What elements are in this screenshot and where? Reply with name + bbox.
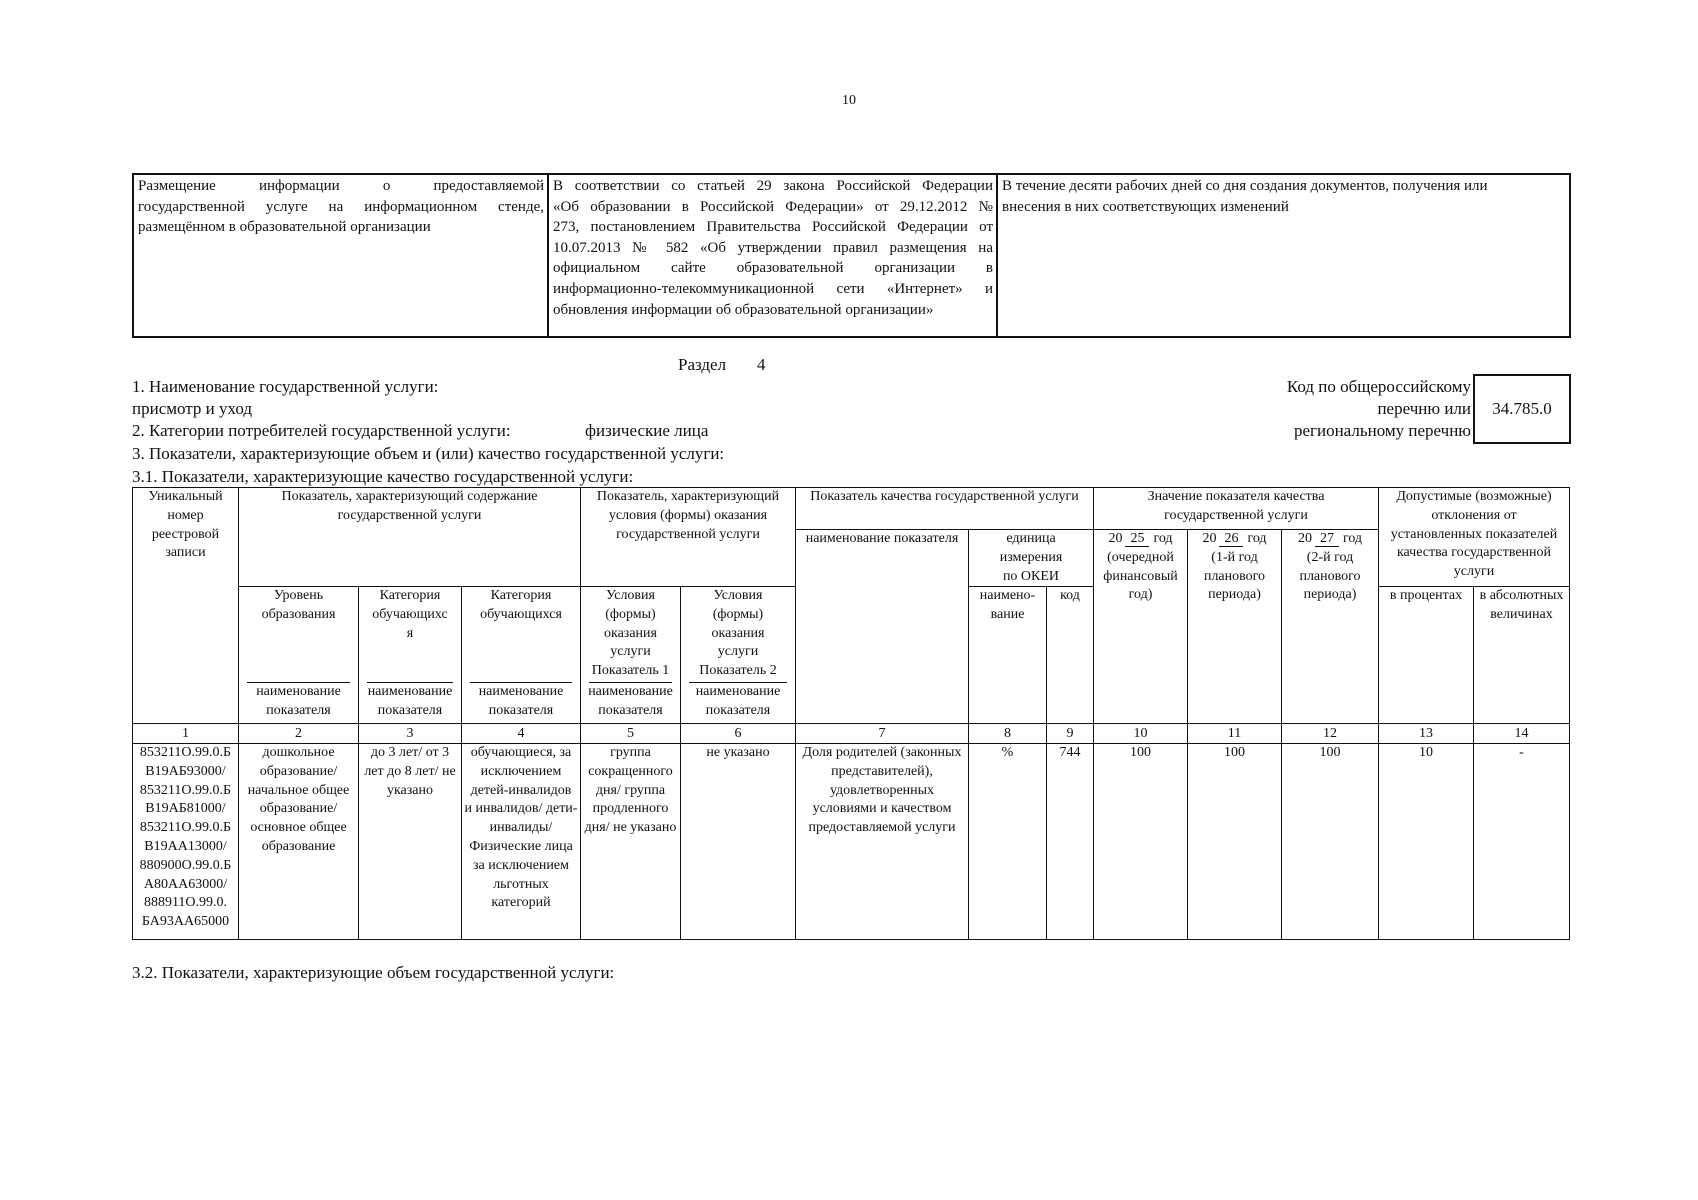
sub-indicator-title: Категория обучающихся <box>480 588 562 622</box>
text-line: 273, постановлением Правительства Российской Федерации от <box>553 219 993 236</box>
cell-condition-1: группа сокращенного дня/ группа продленного дня/ не указано <box>580 743 681 940</box>
text-line: государственной услуге на информационном стенде, <box>138 198 544 215</box>
info-frequency-cell <box>996 173 1571 338</box>
column-number: 11 <box>1187 723 1282 744</box>
header-unit-name: наимено- вание <box>968 586 1047 724</box>
column-number: 4 <box>461 723 581 744</box>
column-number: 10 <box>1093 723 1188 744</box>
sub-indicator-caption: наименование показателя <box>588 684 673 718</box>
header-condition-2 <box>680 586 796 724</box>
header-indicator-name: наименование показателя <box>795 529 969 724</box>
year-line <box>1189 530 1280 549</box>
sub-indicator-title: Условия (формы) оказания услуги Показатель 2 <box>699 588 777 679</box>
info-method-cell <box>132 173 549 338</box>
text-line: «Об образовании в Российской Федерации» от 29.12.2012 № <box>553 198 993 215</box>
cell-registry-number: 853211О.99.0.Б В19АБ93000/ 853211О.99.0.Б В19АБ81000/ 853211О.99.0.Б В19АА13000/ 880900О.99.0.Б А80АА63000/ 888911О.99.0. БА93АА65000 <box>132 743 239 940</box>
registry-code-label: региональному перечню <box>1293 421 1471 440</box>
text-line: В соответствии со статьей 29 закона Российской Федерации <box>553 178 993 194</box>
header-content-group: Показатель, характеризующий содержание государственной услуги <box>238 487 581 587</box>
column-number: 9 <box>1046 723 1094 744</box>
column-number: 12 <box>1281 723 1379 744</box>
sub-indicator-title: Условия (формы) оказания услуги Показатель 1 <box>591 588 670 679</box>
header-unit-code: код <box>1046 586 1094 724</box>
cell-value-2027: 100 <box>1281 743 1379 940</box>
column-number: 2 <box>238 723 359 744</box>
service-name-label: 1. Наименование государственной услуги: <box>132 377 439 396</box>
header-condition-1 <box>580 586 681 724</box>
year-period: (очередной финансовый год) <box>1103 549 1178 603</box>
text-line: информационно-телекоммуникационной сети «Интернет» и <box>553 280 993 297</box>
page-number: 10 <box>842 93 856 108</box>
text-line: 10.07.2013 № 582 «Об утверждении правил размещения на <box>553 239 993 256</box>
text-line: В течение десяти рабочих дней со дня создания документов, получения или <box>1002 178 1488 194</box>
cell-indicator-name: Доля родителей (законных представителей), удовлетворенных условиями и качеством предоставляемой услуги <box>795 743 969 940</box>
cell-education-level: дошкольное образование/ начальное общее образование/ основное общее образование <box>238 743 359 940</box>
service-name-value: присмотр и уход <box>132 399 253 418</box>
sub-indicator-caption: наименование показателя <box>367 684 453 718</box>
registry-code-label: Код по общероссийскому <box>1286 377 1471 396</box>
cell-deviation-absolute: - <box>1473 743 1570 940</box>
quality-heading: 3.1. Показатели, характеризующие качество государственной услуги: <box>132 467 634 486</box>
cell-student-category: обучающиеся, за исключением детей-инвалидов и инвалидов/ дети- инвалиды/ Физические лица за исключением льготных категорий <box>461 743 581 940</box>
column-number: 6 <box>680 723 796 744</box>
text-line: обновления информации об образовательной организации» <box>553 301 934 318</box>
column-number: 1 <box>132 723 239 744</box>
header-deviation-absolute: в абсолютных величинах <box>1473 586 1570 724</box>
year-suffix: год <box>1153 531 1173 546</box>
year-prefix: 20 <box>1202 531 1217 546</box>
column-number: 13 <box>1378 723 1474 744</box>
column-number: 14 <box>1473 723 1570 744</box>
header-student-category-2 <box>461 586 581 724</box>
column-number: 3 <box>358 723 462 744</box>
cell-condition-2: не указано <box>680 743 796 940</box>
section-title: Раздел <box>678 355 727 374</box>
year-suffix: год <box>1247 531 1267 546</box>
year-value: 27 <box>1315 531 1339 547</box>
year-value: 26 <box>1219 531 1243 547</box>
header-deviation-group: Допустимые (возможные) отклонения от установленных показателей качества государственной услуги <box>1378 487 1570 587</box>
year-line <box>1283 530 1377 549</box>
cell-value-2026: 100 <box>1187 743 1282 940</box>
header-year-2027 <box>1281 529 1379 724</box>
registry-code-box <box>1473 374 1571 444</box>
text-line: Размещение информации о предоставляемой <box>138 178 544 194</box>
year-line <box>1095 530 1186 549</box>
consumer-category-label: 2. Категории потребителей государственной услуги: <box>132 421 511 440</box>
sub-indicator-caption: наименование показателя <box>478 684 564 718</box>
year-suffix: год <box>1342 531 1363 546</box>
info-basis-cell <box>547 173 998 338</box>
header-year-2026 <box>1187 529 1282 724</box>
sub-indicator-title: Уровень образования <box>261 588 336 622</box>
column-number: 8 <box>968 723 1047 744</box>
sub-indicator-caption: наименование показателя <box>695 684 781 718</box>
volume-heading: 3.2. Показатели, характеризующие объем государственной услуги: <box>132 963 615 982</box>
text-line: внесения в них соответствующих изменений <box>1002 198 1289 215</box>
header-conditions-group: Показатель, характеризующий условия (формы) оказания государственной услуги <box>580 487 796 587</box>
sub-indicator-caption: наименование показателя <box>256 684 341 718</box>
cell-student-age-category: до 3 лет/ от 3 лет до 8 лет/ не указано <box>358 743 462 940</box>
text-line: размещённом в образовательной организации <box>138 219 431 236</box>
text-line: официальном сайте образовательной организации в <box>553 260 993 277</box>
cell-value-2025: 100 <box>1093 743 1188 940</box>
column-number: 7 <box>795 723 969 744</box>
cell-deviation-percent: 10 <box>1378 743 1474 940</box>
header-registry-number: Уникальный номер реестровой записи <box>132 487 239 724</box>
header-deviation-percent: в процентах <box>1378 586 1474 724</box>
header-year-2025 <box>1093 529 1188 724</box>
header-unit-group: единица измерения по ОКЕИ <box>968 529 1094 587</box>
registry-code-label: перечню или <box>1377 399 1471 418</box>
header-student-category-1 <box>358 586 462 724</box>
column-number: 5 <box>580 723 681 744</box>
section-number: 4 <box>757 355 766 374</box>
indicators-heading: 3. Показатели, характеризующие объем и (или) качество государственной услуги: <box>132 444 725 463</box>
year-period: (1-й год планового периода) <box>1203 549 1266 603</box>
header-value-group: Значение показателя качества государственной услуги <box>1093 487 1379 530</box>
year-prefix: 20 <box>1297 531 1312 546</box>
year-period: (2-й год планового периода) <box>1299 549 1361 603</box>
header-education-level <box>238 586 359 724</box>
sub-indicator-title: Категория обучающихс я <box>372 588 448 641</box>
year-value: 25 <box>1125 531 1149 547</box>
registry-code-value: 34.785.0 <box>1492 399 1552 418</box>
year-prefix: 20 <box>1108 531 1123 546</box>
header-quality-group: Показатель качества государственной услуги <box>795 487 1094 530</box>
cell-unit-name: % <box>968 743 1047 940</box>
consumer-category-value: физические лица <box>585 421 709 440</box>
cell-unit-code: 744 <box>1046 743 1094 940</box>
